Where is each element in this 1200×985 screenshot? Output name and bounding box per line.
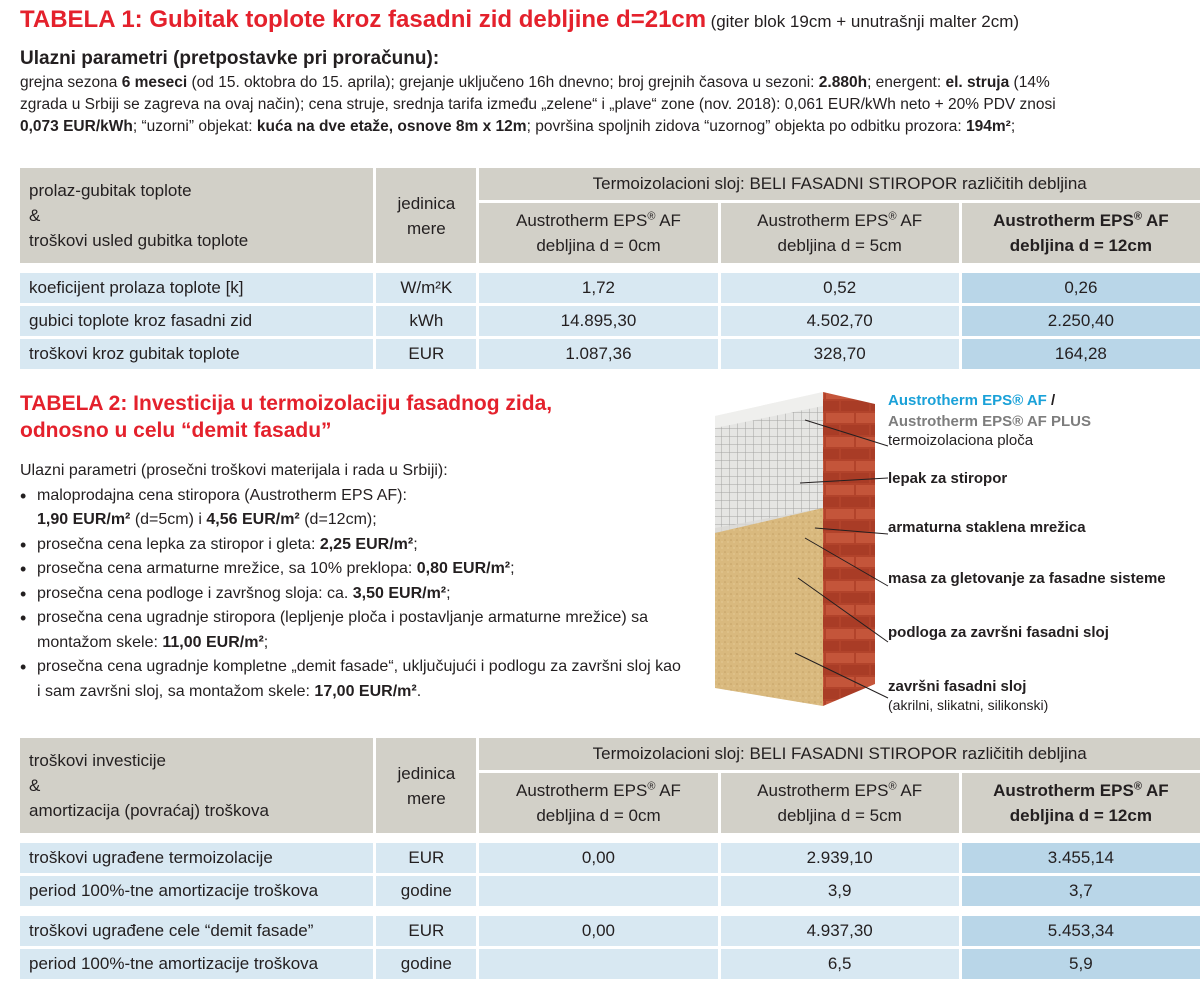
table1-title-line — [20, 6, 1019, 34]
cell-5cm: 4.502,70 — [721, 306, 959, 336]
list-item: • prosečna cena podloge i završnog sloja: ca. 3,50 EUR/m²; — [20, 582, 685, 607]
table2-col-header-12cm: Austrotherm EPS® AF debljina d = 12cm — [962, 773, 1200, 833]
table1-params — [20, 48, 1200, 138]
table-row — [20, 339, 1200, 369]
row-label: period 100%-tne amortizacije troškova — [20, 949, 373, 979]
row-label: koeficijent prolaza toplote [k] — [20, 273, 373, 303]
table1-title: TABELA 1: Gubitak toplote kroz fasadni zid debljine d=21cm — [20, 6, 707, 33]
cell-12cm: 5.453,34 — [962, 916, 1200, 946]
table2-unit-header: jedinica mere — [376, 738, 476, 833]
legend-finish: završni fasadni sloj — [888, 678, 1027, 695]
table1-subtitle: (giter blok 19cm + unutrašnji malter 2cm) — [710, 12, 1020, 31]
row-unit: EUR — [376, 339, 476, 369]
legend-product-af: Austrotherm EPS® AF — [888, 392, 1047, 409]
facade-layers-diagram — [705, 388, 1200, 718]
cell-0cm — [479, 949, 717, 979]
table2-group-header: Termoizolacioni sloj: BELI FASADNI STIROPOR različitih debljina — [479, 738, 1200, 770]
row-label: troškovi ugrađene termoizolacije — [20, 843, 373, 873]
table1-group-header: Termoizolacioni sloj: BELI FASADNI STIROPOR različitih debljina — [479, 168, 1200, 200]
cell-5cm: 0,52 — [721, 273, 959, 303]
row-unit: godine — [376, 876, 476, 906]
cell-5cm: 2.939,10 — [721, 843, 959, 873]
cell-0cm: 0,00 — [479, 916, 717, 946]
cell-12cm: 3,7 — [962, 876, 1200, 906]
table1-params-heading: Ulazni parametri (pretpostavke pri proračunu): — [20, 48, 440, 69]
cell-12cm: 2.250,40 — [962, 306, 1200, 336]
legend-mesh: armaturna staklena mrežica — [888, 519, 1086, 536]
row-unit: EUR — [376, 843, 476, 873]
table1-col-header-5cm: Austrotherm EPS® AF debljina d = 5cm — [721, 203, 959, 263]
table-row — [20, 916, 1200, 946]
params-line-1: grejna sezona 6 meseci (od 15. oktobra do 15. aprila); grejanje uključeno 16h dnevno; broj grejnih časova u sezoni: 2.880h; energent: el. struja (14% — [20, 74, 1050, 91]
list-item: • prosečna cena lepka za stiropor i gleta: 2,25 EUR/m²; — [20, 533, 685, 558]
legend-finish-types: (akrilni, slikatni, silikonski) — [888, 697, 1049, 713]
table2 — [17, 735, 1200, 982]
cell-0cm: 14.895,30 — [479, 306, 717, 336]
table-row — [20, 949, 1200, 979]
list-item: • prosečna cena armaturne mrežice, sa 10% preklopa: 0,80 EUR/m²; — [20, 557, 685, 582]
legend-skim-coat: masa za gletovanje za fasadne sisteme — [888, 570, 1166, 587]
table2-row-header: troškovi investicije & amortizacija (povraćaj) troškova — [20, 738, 373, 833]
cell-0cm: 1.087,36 — [479, 339, 717, 369]
row-unit: EUR — [376, 916, 476, 946]
cell-12cm: 5,9 — [962, 949, 1200, 979]
table1 — [17, 165, 1200, 372]
table2-title: TABELA 2: Investicija u termoizolaciju fasadnog zida, odnosno u celu “demit fasadu” — [20, 392, 553, 442]
params-line-2: zgrada u Srbiji se zagreva na ovaj način); cena struje, srednja tarifa između „zelene“ i „plave“ zone (nov. 2018): 0,061 EUR/kWh neto + 20% PDV znosi — [20, 96, 1056, 113]
list-item: • prosečna cena ugradnje kompletne „demit fasade“, uključujući i podlogu za završni sloj kao i sam završni sloj, sa montažom skele: 17,00 EUR/m². — [20, 655, 685, 704]
params-line-3: 0,073 EUR/kWh; “uzorni” objekat: kuća na dve etaže, osnove 8m x 12m; površina spoljnih zidova “uzornog” objekta po odbitku prozora: 194m²; — [20, 118, 1016, 135]
cell-12cm: 0,26 — [962, 273, 1200, 303]
table-row — [20, 876, 1200, 906]
table1-params-body — [20, 72, 1200, 138]
row-label: gubici toplote kroz fasadni zid — [20, 306, 373, 336]
cell-5cm: 328,70 — [721, 339, 959, 369]
table2-params — [20, 459, 685, 704]
finish-layer — [715, 508, 823, 706]
row-unit: W/m²K — [376, 273, 476, 303]
table2-param-list — [20, 484, 685, 705]
list-item: • maloprodajna cena stiropora (Austrotherm EPS AF): 1,90 EUR/m² (d=5cm) i 4,56 EUR/m² (d=12cm); — [20, 484, 685, 533]
legend-product-af-plus: Austrotherm EPS® AF PLUS — [888, 413, 1092, 430]
table2-col-header-5cm: Austrotherm EPS® AF debljina d = 5cm — [721, 773, 959, 833]
cell-0cm: 0,00 — [479, 843, 717, 873]
table1-col-header-0cm: Austrotherm EPS® AF debljina d = 0cm — [479, 203, 717, 263]
cell-5cm: 3,9 — [721, 876, 959, 906]
legend-product: Austrotherm EPS® AF / — [888, 392, 1056, 409]
cell-12cm: 164,28 — [962, 339, 1200, 369]
table1-unit-header: jedinica mere — [376, 168, 476, 263]
cell-5cm: 6,5 — [721, 949, 959, 979]
table1-row-header: prolaz-gubitak toplote & troškovi usled gubitka toplote — [20, 168, 373, 263]
table-row — [20, 306, 1200, 336]
row-label: troškovi ugrađene cele “demit fasade” — [20, 916, 373, 946]
legend-insulation-board: termoizolaciona ploča — [888, 432, 1034, 449]
list-item: • prosečna cena ugradnje stiropora (lepljenje ploča i postavljanje armaturne mrežice) sa montažom skele: 11,00 EUR/m²; — [20, 606, 685, 655]
row-unit: godine — [376, 949, 476, 979]
table-row — [20, 843, 1200, 873]
row-unit: kWh — [376, 306, 476, 336]
table2-params-intro: Ulazni parametri (prosečni troškovi materijala i rada u Srbiji): — [20, 462, 448, 479]
cell-5cm: 4.937,30 — [721, 916, 959, 946]
cell-0cm — [479, 876, 717, 906]
table1-col-header-12cm: Austrotherm EPS® AF debljina d = 12cm — [962, 203, 1200, 263]
legend-primer: podloga za završni fasadni sloj — [888, 624, 1109, 641]
row-label: period 100%-tne amortizacije troškova — [20, 876, 373, 906]
table2-col-header-0cm: Austrotherm EPS® AF debljina d = 0cm — [479, 773, 717, 833]
row-label: troškovi kroz gubitak toplote — [20, 339, 373, 369]
table-row — [20, 273, 1200, 303]
cell-12cm: 3.455,14 — [962, 843, 1200, 873]
legend-adhesive: lepak za stiropor — [888, 470, 1008, 487]
cell-0cm: 1,72 — [479, 273, 717, 303]
